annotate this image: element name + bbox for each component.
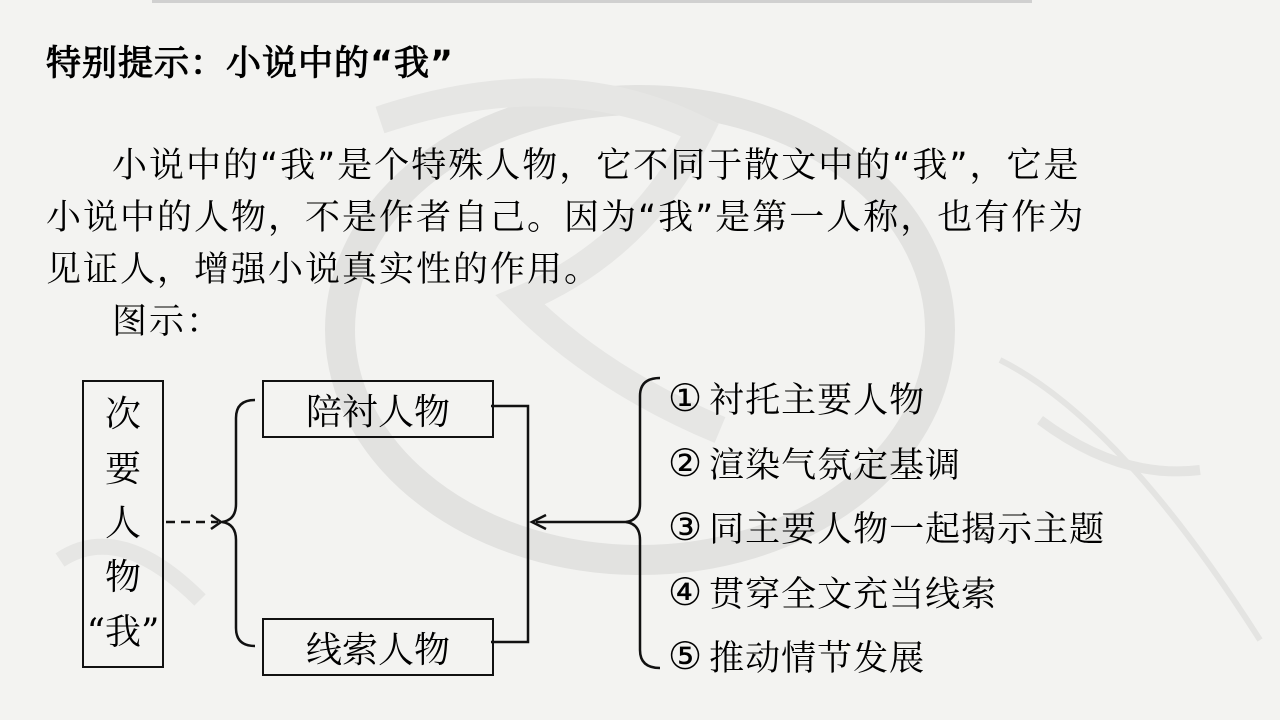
function-text: 同主要人物一起揭示主题	[709, 510, 1106, 551]
page-title: 特别提示：小说中的“我”	[46, 44, 455, 84]
function-number: ①	[668, 376, 704, 421]
left-brace	[222, 400, 255, 646]
function-text: 衬托主要人物	[709, 381, 926, 422]
main-box-char: 次	[104, 394, 141, 436]
right-brace	[626, 378, 660, 668]
function-text: 贯穿全文充当线索	[709, 574, 998, 615]
function-item	[668, 366, 1105, 431]
function-item	[668, 495, 1105, 560]
foil-character-box: 陪衬人物	[262, 380, 494, 438]
function-item	[668, 560, 1105, 625]
main-box-char: “我”	[86, 611, 160, 653]
type-bracket	[491, 406, 528, 642]
diagram-caption: 图示：	[112, 302, 224, 342]
function-text: 渲染气氛定基调	[709, 445, 962, 486]
paragraph-line: 小说中的“我”是个特殊人物，它不同于散文中的“我”，它是	[112, 146, 1081, 186]
paragraph-line: 小说中的人物，不是作者自己。因为“我”是第一人称，也有作为	[46, 198, 1086, 238]
function-item	[668, 431, 1105, 496]
function-number: ③	[668, 505, 704, 550]
function-list	[668, 366, 1105, 689]
main-box-char: 人	[104, 503, 141, 545]
main-box-char: 物	[104, 557, 141, 599]
function-number: ⑤	[668, 634, 704, 679]
function-number: ④	[668, 569, 704, 614]
main-box-char: 要	[104, 448, 141, 490]
function-item	[668, 624, 1105, 689]
paragraph-line: 见证人，增强小说真实性的作用。	[46, 250, 602, 290]
clue-character-box: 线索人物	[262, 618, 494, 676]
function-number: ②	[668, 440, 704, 485]
function-text: 推动情节发展	[709, 639, 926, 680]
secondary-character-box	[82, 380, 164, 668]
